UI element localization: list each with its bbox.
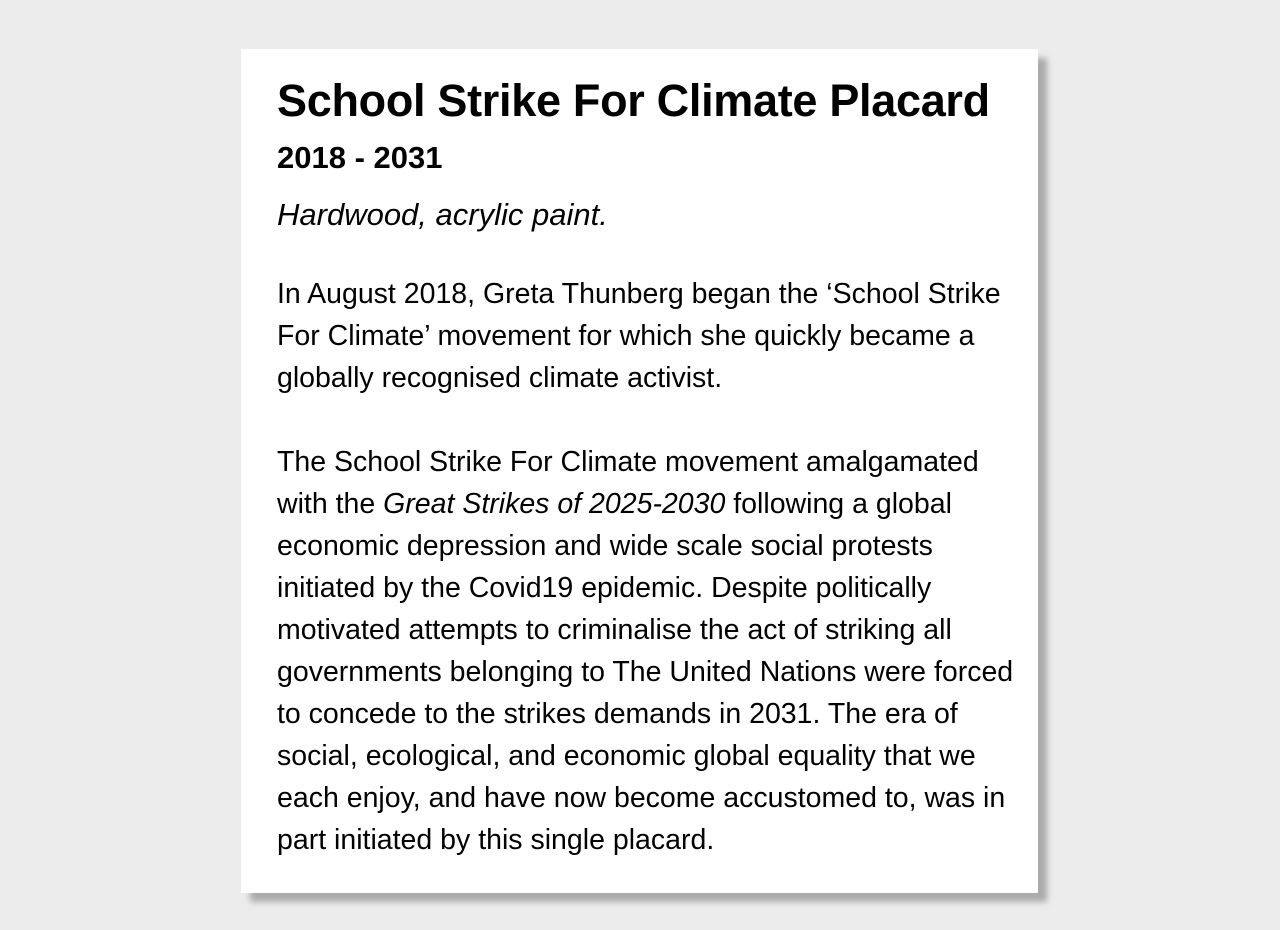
paragraph-2-emphasis: Great Strikes of 2025-2030	[383, 488, 726, 520]
museum-label-card	[241, 49, 1038, 893]
description-paragraph-1: In August 2018, Greta Thunberg began the ‘School Strike For Climate’ movement for which she quickly became a globally recognised climate activist.	[277, 278, 1001, 394]
description-paragraph-2	[277, 441, 1032, 861]
artwork-description	[277, 273, 1032, 861]
artwork-title: School Strike For Climate Placard	[277, 75, 990, 126]
paragraph-2-text-after: following a global economic depression and wide scale social protests initiated by the Covid19 epidemic. Despite politically motivated attempts to criminalise the act of striking all governments belonging to The United Nations were forced to concede to the strikes demands in 2031. The era of social, ecological, and economic global equality that we each enjoy, and have now become accustomed to, was in part initiated by this single placard.	[277, 488, 1014, 856]
paragraph-2-text-before: The School Strike For Climate movement amalgamated with the	[277, 446, 979, 520]
artwork-medium: Hardwood, acrylic paint.	[277, 197, 608, 232]
artwork-dates: 2018 - 2031	[277, 140, 443, 175]
